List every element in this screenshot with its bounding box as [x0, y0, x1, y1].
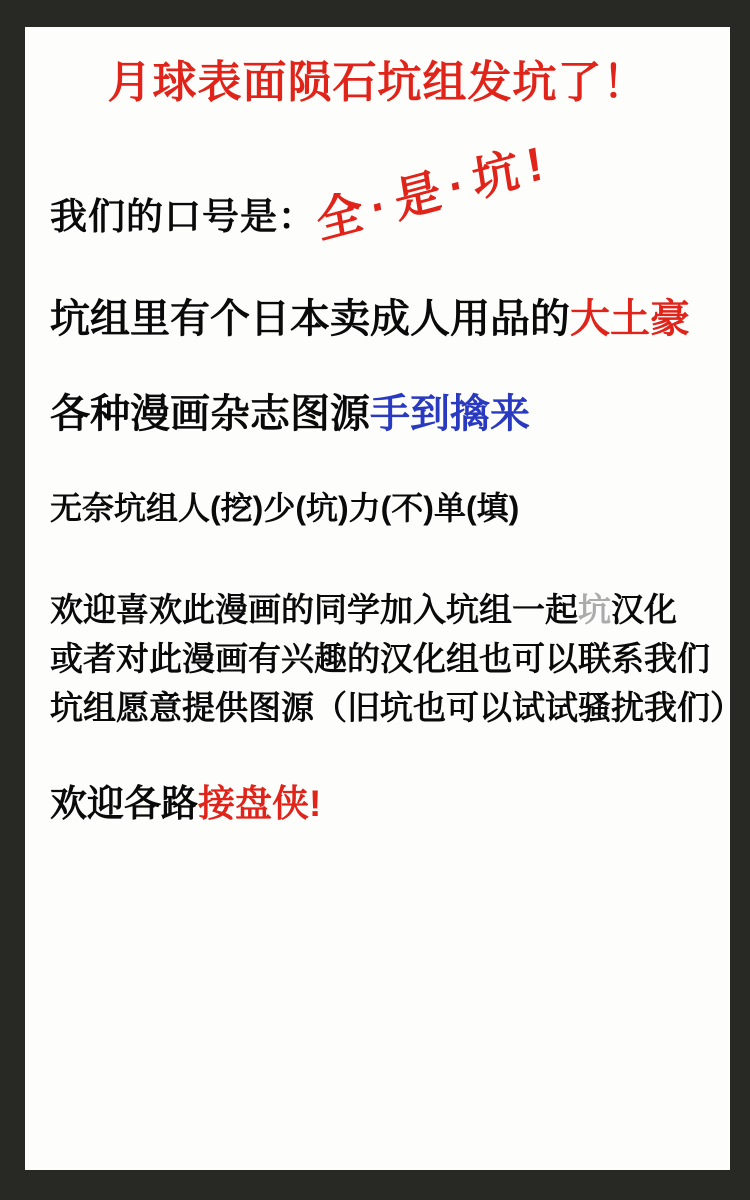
helpless-text: 无奈坑组人(挖)少(坑)力(不)单(填)	[50, 490, 520, 526]
recruit-paragraph-line1	[50, 585, 743, 634]
helpless-line	[50, 489, 519, 527]
slogan-rotated-text: 全·是·坑!	[312, 133, 555, 249]
tycoon-line	[50, 295, 690, 343]
recruit-paragraph-line2: 或者对此漫画有兴趣的汉化组也可以联系我们	[50, 640, 710, 677]
tycoon-text-red: 大土豪	[570, 297, 690, 341]
welcome-line	[50, 782, 321, 826]
welcome-text-black: 欢迎各路	[50, 783, 198, 824]
source-text-black: 各种漫画杂志图源	[50, 392, 370, 436]
tycoon-text-black: 坑组里有个日本卖成人用品的	[50, 297, 570, 341]
source-line	[50, 390, 530, 438]
notice-card	[25, 27, 743, 1170]
source-text-blue: 手到擒来	[370, 392, 530, 436]
recruit-line1-black-a: 欢迎喜欢此漫画的同学加入坑组一起	[50, 591, 578, 628]
slogan-prefix-line	[50, 195, 316, 239]
recruit-line1-black-b: 汉化	[611, 591, 677, 628]
recruit-paragraph-line3: 坑组愿意提供图源（旧坑也可以试试骚扰我们）	[50, 689, 743, 726]
recruit-line1-gray: 坑	[578, 591, 611, 628]
recruit-paragraph	[50, 585, 743, 732]
welcome-text-red: 接盘侠!	[198, 783, 322, 824]
slogan-prefix-text: 我们的口号是：	[50, 196, 316, 237]
notice-title: 月球表面陨石坑组发坑了！	[107, 58, 648, 107]
